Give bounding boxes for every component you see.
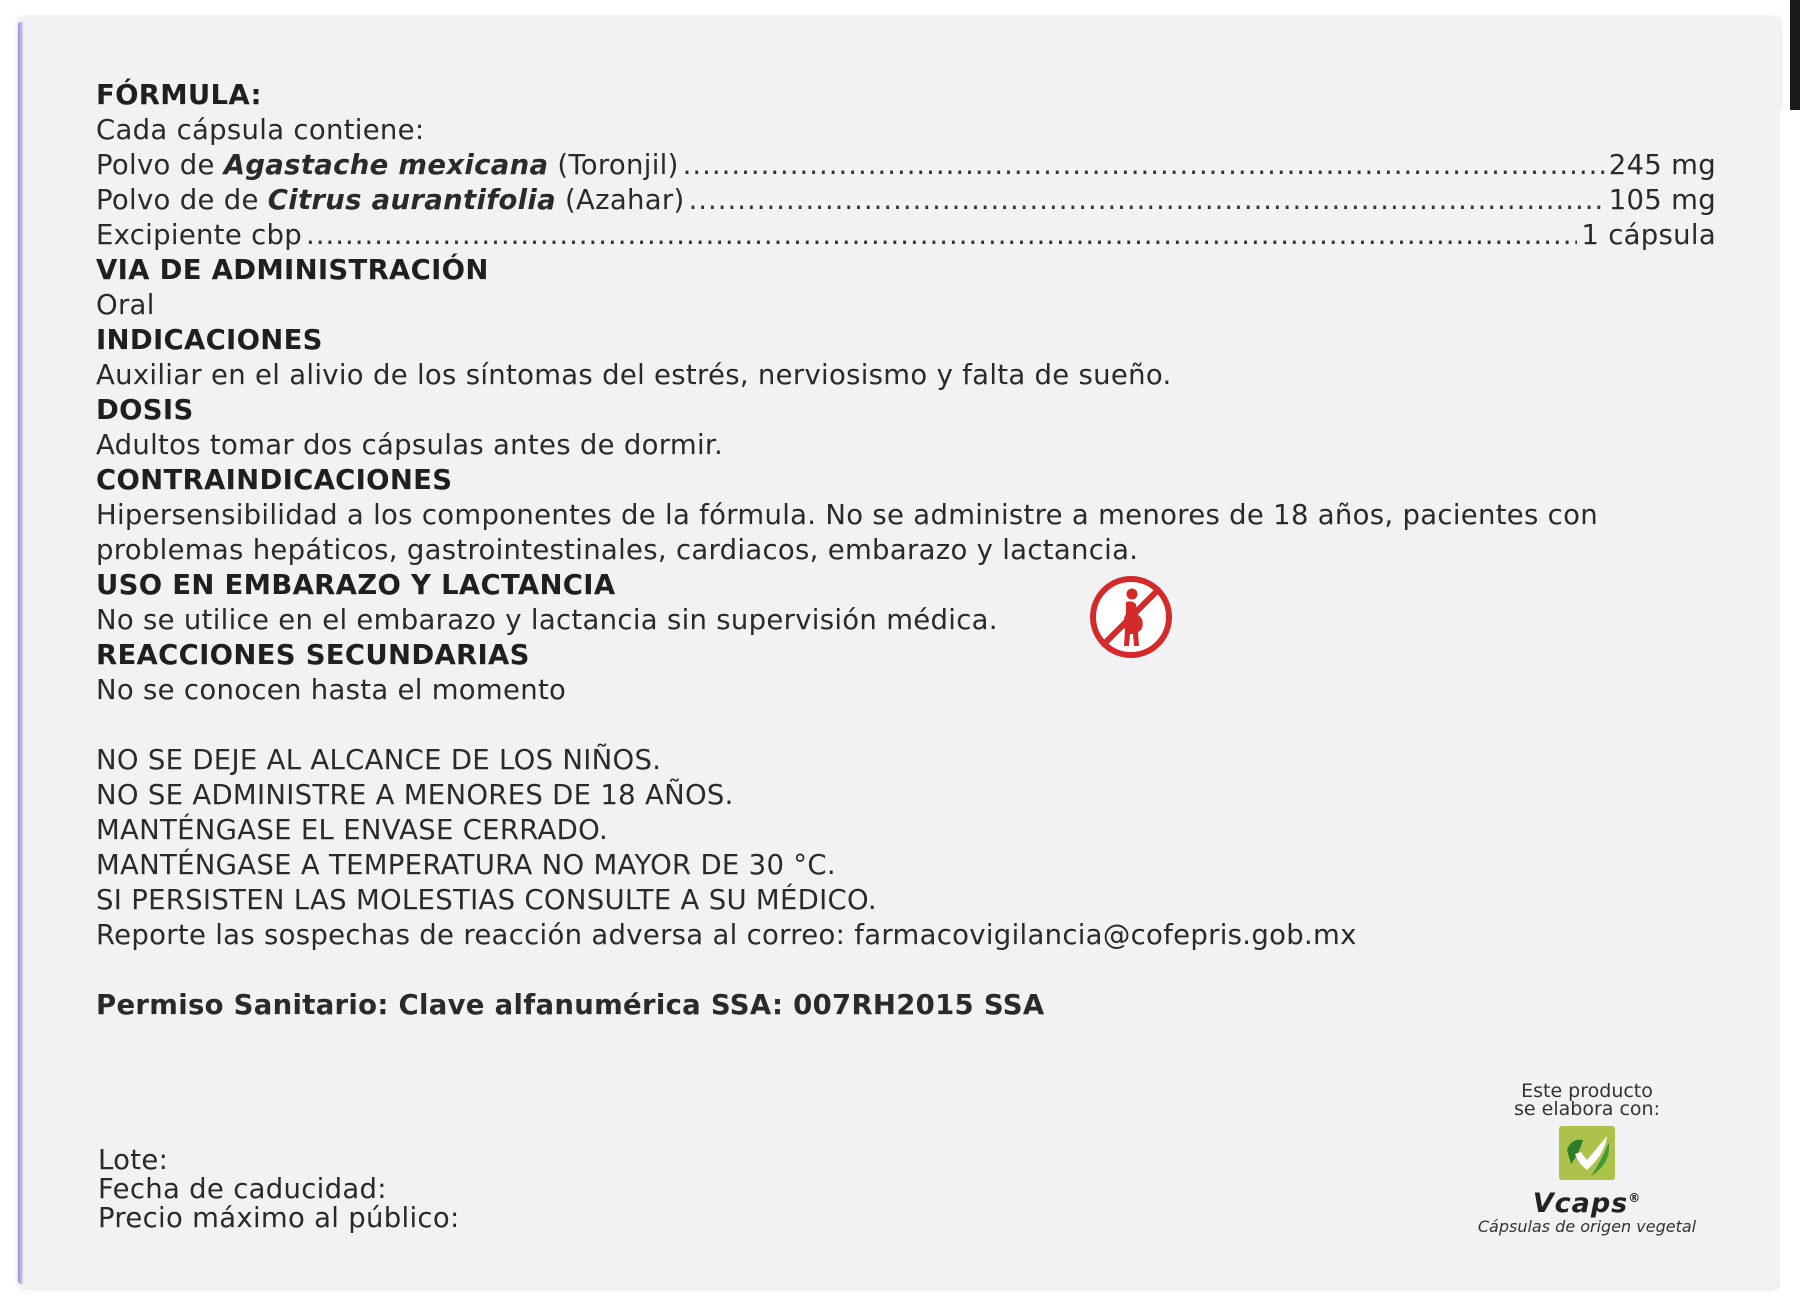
ingredient-scientific-name: Agastache mexicana [223, 149, 549, 181]
ingredient-prefix: Polvo de de [96, 184, 268, 216]
indicaciones-text: Auxiliar en el alivio de los síntomas del estrés, nerviosismo y falta de sueño. [96, 359, 1172, 391]
ingredient-name [96, 148, 679, 183]
section-spacer [96, 953, 1716, 988]
registered-mark: ® [1628, 1191, 1642, 1205]
via-text: Oral [96, 289, 155, 321]
leader-dots [306, 218, 1577, 253]
formula-intro: Cada cápsula contiene: [96, 114, 425, 146]
contraindicaciones-text-line2: problemas hepáticos, gastrointestinales, cardiacos, embarazo y lactancia. [96, 534, 1139, 566]
background-gap [1780, 110, 1800, 1302]
precio-label: Precio máximo al público: [98, 1202, 460, 1234]
via-heading: VIA DE ADMINISTRACIÓN [96, 254, 489, 286]
ingredient-scientific-name: Citrus aurantifolia [267, 184, 556, 216]
vcaps-intro-line1: Este producto [1521, 1080, 1653, 1102]
vcaps-tagline: Cápsulas de origen vegetal [1477, 1217, 1697, 1236]
no-pregnancy-icon [1088, 574, 1174, 660]
warning-line: MANTÉNGASE EL ENVASE CERRADO. [96, 814, 609, 846]
package-edge-accent [18, 22, 23, 1284]
vcaps-badge [1472, 1082, 1702, 1236]
warning-line: NO SE ADMINISTRE A MENORES DE 18 AÑOS. [96, 779, 734, 811]
dosis-heading: DOSIS [96, 394, 194, 426]
ingredient-common-name: (Toronjil) [548, 149, 679, 181]
lote-label: Lote: [98, 1144, 169, 1176]
vcaps-leaf-logo-icon [1557, 1124, 1617, 1182]
leader-dots [689, 183, 1605, 218]
warning-line: MANTÉNGASE A TEMPERATURA NO MAYOR DE 30 °C. [96, 849, 836, 881]
excipient-label: Excipiente cbp [96, 219, 303, 251]
contraindicaciones-heading: CONTRAINDICACIONES [96, 464, 453, 496]
warning-line: NO SE DEJE AL ALCANCE DE LOS NIÑOS. [96, 744, 662, 776]
vcaps-intro-line2: se elabora con: [1514, 1098, 1660, 1120]
formula-heading: FÓRMULA: [96, 79, 262, 111]
formula-row [96, 183, 1716, 218]
section-spacer [96, 708, 1716, 743]
ingredient-name [96, 183, 685, 218]
leader-dots [683, 148, 1605, 183]
ingredient-prefix: Polvo de [96, 149, 224, 181]
vcaps-brand [1472, 1184, 1702, 1218]
formula-row [96, 148, 1716, 183]
permiso-sanitario: Permiso Sanitario: Clave alfanumérica SSA: 007RH2015 SSA [96, 989, 1045, 1021]
batch-info [98, 1146, 460, 1233]
excipient-amount: 1 cápsula [1581, 219, 1716, 251]
reacciones-text: No se conocen hasta el momento [96, 674, 567, 706]
ingredient-common-name: (Azahar) [555, 184, 685, 216]
indicaciones-heading: INDICACIONES [96, 324, 323, 356]
warning-line: SI PERSISTEN LAS MOLESTIAS CONSULTE A SU MÉDICO. [96, 884, 877, 916]
caducidad-label: Fecha de caducidad: [98, 1173, 387, 1205]
dosis-text: Adultos tomar dos cápsulas antes de dormir. [96, 429, 724, 461]
ingredient-amount: 245 mg [1608, 149, 1716, 181]
reacciones-heading: REACCIONES SECUNDARIAS [96, 639, 530, 671]
contraindicaciones-text-line1: Hipersensibilidad a los componentes de la fórmula. No se administre a menores de 18 años, pacientes con [96, 499, 1598, 531]
package-edge-shadow [1790, 0, 1800, 110]
report-line: Reporte las sospechas de reacción adversa al correo: farmacovigilancia@cofepris.gob.mx [96, 919, 1357, 951]
excipient-row [96, 218, 1716, 253]
vcaps-brand-name: Vcaps [1532, 1188, 1629, 1219]
ingredient-amount: 105 mg [1608, 184, 1716, 216]
embarazo-heading: USO EN EMBARAZO Y LACTANCIA [96, 569, 616, 601]
label-content [96, 78, 1716, 1023]
embarazo-text: No se utilice en el embarazo y lactancia sin supervisión médica. [96, 604, 998, 636]
